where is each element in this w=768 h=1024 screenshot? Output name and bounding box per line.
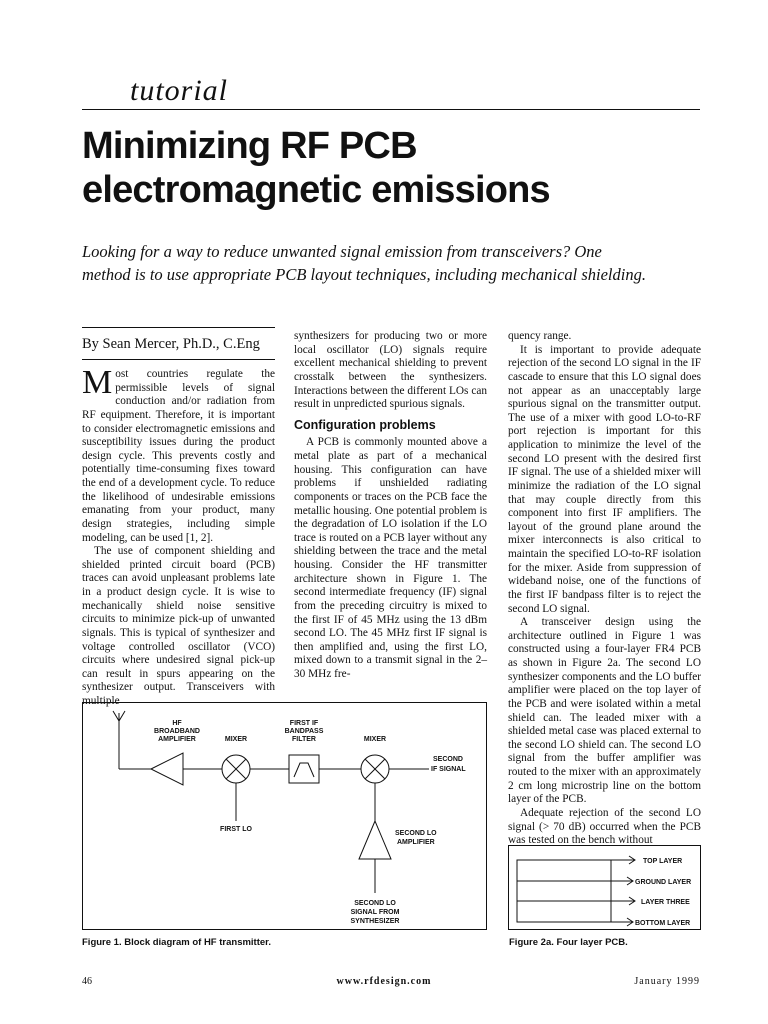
figure-2a-pcb-layers	[508, 845, 701, 930]
label-lo-amp-2: AMPLIFIER	[397, 839, 435, 846]
paragraph: Adequate rejection of the second LO signal (> 70 dB) occurred when the PCB was tested on the bench without	[508, 806, 701, 847]
label-lo-src-2: SIGNAL FROM	[350, 909, 400, 916]
label-filter-1: FIRST IF	[289, 720, 319, 727]
article-title	[82, 124, 702, 212]
label-amp-3: AMPLIFIER	[158, 736, 196, 743]
issue-date: January 1999	[634, 976, 700, 987]
paragraph: A transceiver design using the architecture outlined in Figure 1 was constructed using a four-layer FR4 PCB as shown in Figure 2a. The second LO synthesizer components and the LO buffer amplifier were placed on the top layer of the PCB and were isolated within a metal shield can. The leaded mixer with a shielded metal case was placed external to the second LO shield can. The second LO signal from the buffer amplifier was routed to the mixer with an approximately 2 cm long microstrip line on the bottom layer of the PCB.	[508, 616, 701, 806]
paragraph	[82, 364, 275, 545]
title-line-2: electromagnetic emissions	[82, 169, 550, 211]
byline-rule-bottom	[82, 359, 275, 360]
byline-rule-top	[82, 327, 275, 328]
label-first-lo: FIRST LO	[220, 826, 252, 833]
bandpass-filter-icon	[289, 755, 319, 783]
label-mixer-2: MIXER	[363, 736, 387, 743]
paragraph: synthesizers for producing two or more local oscillator (LO) signals require excellent mechanical shielding to prevent crosstalk between the synthesizers. Interactions between the different LOs can result in unpredicted spurious signals.	[294, 330, 487, 411]
layer-label-top: TOP LAYER	[643, 858, 683, 865]
label-amp-1: HF	[172, 720, 182, 727]
layer-label-ground: GROUND LAYER	[635, 879, 692, 886]
label-filter-2: BANDPASS	[284, 728, 324, 735]
title-line-1: Minimizing RF PCB	[82, 125, 417, 167]
label-amp-2: BROADBAND	[154, 728, 200, 735]
label-lo-amp-1: SECOND LO	[395, 830, 437, 837]
paragraph: It is important to provide adequate rejection of the second LO signal in the IF cascade to ensure that this LO signal does not appear as an unacceptably large spurious signal on the transmitter output. The use of a mixer with good LO-to-RF port rejection is important for this application to minimize the level of the second LO present with the desired first IF signal. The use of a shielded mixer will minimize the radiation of the LO signal that may couple directly from this component into first IF amplifiers. The layout of the ground plane around the mixer interconnects is also critical to maintain the specified LO-to-RF isolation for the mixer. Aside from suppression of wideband noise, one of the functions of the first IF bandpass filter is to reject the second LO signal.	[508, 343, 701, 615]
figure-1-caption: Figure 1. Block diagram of HF transmitter.	[82, 937, 271, 948]
pcb-stack	[517, 860, 611, 922]
column-3	[508, 330, 701, 848]
figure-2a-caption: Figure 2a. Four layer PCB.	[509, 937, 628, 948]
block-diagram-svg	[83, 703, 488, 931]
drop-cap: M	[82, 364, 113, 401]
label-second-if-2: IF SIGNAL	[431, 766, 466, 773]
deck-line-1: Looking for a way to reduce unwanted signal emission from transceivers? One	[82, 242, 602, 261]
website-url[interactable]: www.rfdesign.com	[336, 976, 432, 987]
paragraph: A PCB is commonly mounted above a metal plate as part of a mechanical housing. This configuration can have problems if unshielded radiating components or traces on the PCB face the metallic housing. One potential problem is the degradation of LO isolation if the LO trace is routed on a PCB layer without any shielding between the trace and the metal housing. Consider the HF transmitter architecture shown in Figure 1. The second intermediate frequency (IF) signal from the preceding circuitry is mixed to the first IF of 45 MHz using the 13 dBm second LO. The 45 MHz first IF signal is then amplified and, using the first LO, mixed down to a transmit signal in the 2–30 MHz fre-	[294, 436, 487, 680]
label-filter-3: FILTER	[292, 736, 316, 743]
pcb-layers-svg	[509, 846, 702, 931]
column-2	[294, 330, 487, 682]
label-second-if-1: SECOND	[433, 756, 463, 763]
paragraph: The use of component shielding and shielded printed circuit board (PCB) traces can avoid unpleasant problems late in a product design cycle. It is wise to mechanically shield noise sensitive circuits to minimize pick-up of unwanted signals. This is typical of synthesizer and voltage controlled oscillator (VCO) circuits where undesired signal pick-up can result in spurs appearing on the synthesizer output. Transceivers with multiple	[82, 545, 275, 707]
label-lo-src-3: SYNTHESIZER	[350, 918, 400, 925]
paragraph-text: ost countries regulate the permissible levels of signal conduction and/or radiation from RF equipment. Therefore, it is important to consider electromagnetic emissions and susceptibility issues during the product design cycle. This prevents costly and potentially time-consuming fixes toward the end of a development cycle. To reduce the likelihood of undesirable emissions emanating from your product, many design strategies, including simple modeling, can be used [1, 2].	[82, 368, 275, 544]
column-1	[82, 364, 275, 709]
article-deck	[82, 240, 702, 286]
figure-1-block-diagram	[82, 702, 487, 930]
byline: By Sean Mercer, Ph.D., C.Eng	[82, 336, 260, 352]
header-rule	[82, 109, 700, 110]
layer-label-bottom: BOTTOM LAYER	[635, 920, 691, 927]
paragraph: quency range.	[508, 330, 572, 342]
deck-line-2: method is to use appropriate PCB layout techniques, including mechanical shielding.	[82, 265, 646, 284]
page-number: 46	[82, 976, 92, 987]
section-heading: Configuration problems	[294, 417, 436, 432]
second-lo-amplifier-icon	[359, 821, 391, 859]
layer-label-three: LAYER THREE	[641, 899, 690, 906]
label-mixer-1: MIXER	[224, 736, 248, 743]
section-label: tutorial	[130, 74, 229, 107]
label-lo-src-1: SECOND LO	[354, 900, 396, 907]
hf-amplifier-icon	[151, 753, 183, 785]
